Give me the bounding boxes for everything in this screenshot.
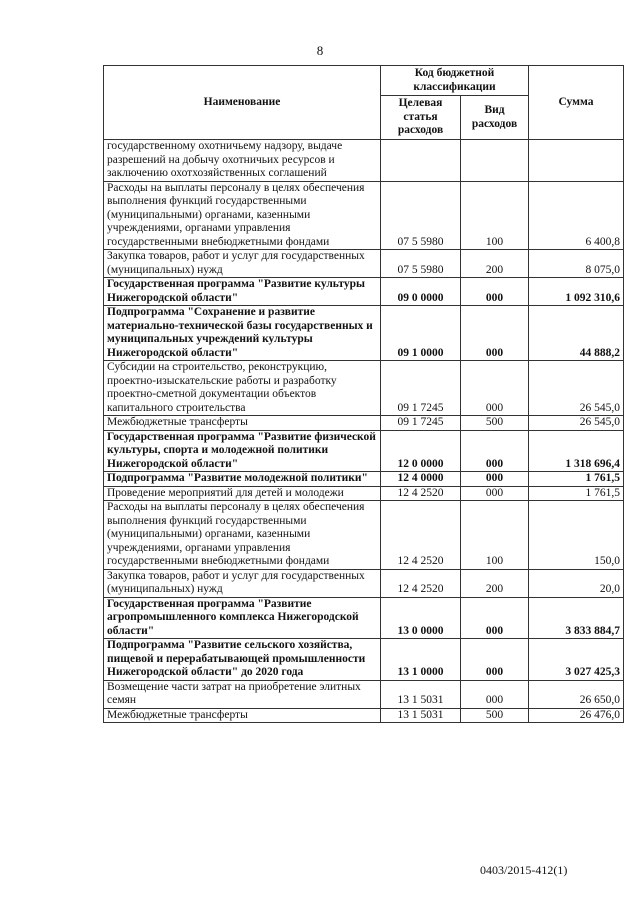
table-row: [104, 472, 624, 487]
table-row: [104, 140, 624, 182]
cell-sum: 26 545,0: [529, 416, 624, 431]
header-kind: Вид расходов: [461, 96, 529, 140]
cell-name: Расходы на выплаты персоналу в целях обеспечения выполнения функций государственными (муниципальными) органами, казенными учреждениями, органами управления государственными внебюджетными фондами: [104, 181, 381, 250]
header-sum: Сумма: [529, 66, 624, 140]
cell-name: Проведение мероприятий для детей и молодежи: [104, 486, 381, 501]
page-number: 8: [316, 43, 324, 58]
cell-kind: 200: [461, 250, 529, 278]
table-body: [104, 140, 624, 723]
table-row: [104, 430, 624, 472]
cell-code: 09 1 0000: [381, 306, 461, 361]
cell-kind: 000: [461, 486, 529, 501]
header-name: Наименование: [104, 66, 381, 140]
table-row: [104, 569, 624, 597]
cell-sum: [529, 140, 624, 182]
cell-name: Закупка товаров, работ и услуг для государственных (муниципальных) нужд: [104, 250, 381, 278]
cell-name: Субсидии на строительство, реконструкцию, проектно-изыскательские работы и разработку проектно-сметной документации объектов капитального строительства: [104, 361, 381, 416]
cell-kind: 100: [461, 501, 529, 570]
table-row: [104, 486, 624, 501]
cell-code: [381, 140, 461, 182]
cell-name: Подпрограмма "Развитие молодежной политики": [104, 472, 381, 487]
table-row: [104, 501, 624, 570]
cell-kind: 000: [461, 361, 529, 416]
table-row: [104, 250, 624, 278]
cell-sum: 3 833 884,7: [529, 597, 624, 639]
table-row: [104, 416, 624, 431]
cell-name: Государственная программа "Развитие культуры Нижегородской области": [104, 278, 381, 306]
cell-kind: 000: [461, 278, 529, 306]
cell-sum: 1 318 696,4: [529, 430, 624, 472]
table-row: [104, 181, 624, 250]
cell-kind: 200: [461, 569, 529, 597]
cell-name: Межбюджетные трансферты: [104, 416, 381, 431]
cell-code: 12 4 2520: [381, 486, 461, 501]
cell-kind: 000: [461, 430, 529, 472]
cell-kind: 100: [461, 181, 529, 250]
table-row: [104, 361, 624, 416]
cell-sum: 8 075,0: [529, 250, 624, 278]
cell-name: Государственная программа "Развитие агропромышленного комплекса Нижегородской области": [104, 597, 381, 639]
cell-sum: 26 650,0: [529, 680, 624, 708]
table-row: [104, 278, 624, 306]
cell-name: Подпрограмма "Сохранение и развитие материально-технической базы государственных и муниципальных учреждений культуры Нижегородской области": [104, 306, 381, 361]
cell-code: 12 4 2520: [381, 501, 461, 570]
cell-name: государственному охотничьему надзору, выдаче разрешений на добычу охотничьих ресурсов и заключению охотхозяйственных соглашений: [104, 140, 381, 182]
cell-code: 12 0 0000: [381, 430, 461, 472]
table-row: [104, 680, 624, 708]
cell-code: 09 1 7245: [381, 416, 461, 431]
cell-kind: 000: [461, 306, 529, 361]
cell-kind: 000: [461, 597, 529, 639]
cell-code: 13 1 0000: [381, 639, 461, 681]
cell-kind: 500: [461, 708, 529, 723]
cell-name: Закупка товаров, работ и услуг для государственных (муниципальных) нужд: [104, 569, 381, 597]
cell-sum: 1 092 310,6: [529, 278, 624, 306]
cell-code: 13 1 5031: [381, 680, 461, 708]
cell-name: Государственная программа "Развитие физической культуры, спорта и молодежной политики Нижегородской области": [104, 430, 381, 472]
cell-code: 12 4 0000: [381, 472, 461, 487]
cell-sum: 20,0: [529, 569, 624, 597]
cell-sum: 26 545,0: [529, 361, 624, 416]
cell-code: 13 1 5031: [381, 708, 461, 723]
cell-kind: [461, 140, 529, 182]
cell-code: 09 0 0000: [381, 278, 461, 306]
table-row: [104, 708, 624, 723]
table-row: [104, 639, 624, 681]
cell-name: Возмещение части затрат на приобретение элитных семян: [104, 680, 381, 708]
header-target: Целевая статья расходов: [381, 96, 461, 140]
cell-kind: 000: [461, 472, 529, 487]
header-code-group: Код бюджетной классификации: [381, 66, 529, 96]
cell-sum: 44 888,2: [529, 306, 624, 361]
document-code: 0403/2015-412(1): [480, 863, 568, 877]
cell-code: 07 5 5980: [381, 181, 461, 250]
cell-sum: 3 027 425,3: [529, 639, 624, 681]
table-row: [104, 306, 624, 361]
cell-sum: 150,0: [529, 501, 624, 570]
cell-name: Межбюджетные трансферты: [104, 708, 381, 723]
cell-sum: 1 761,5: [529, 472, 624, 487]
cell-sum: 6 400,8: [529, 181, 624, 250]
cell-kind: 500: [461, 416, 529, 431]
cell-code: 12 4 2520: [381, 569, 461, 597]
table-row: [104, 597, 624, 639]
cell-kind: 000: [461, 639, 529, 681]
cell-code: 07 5 5980: [381, 250, 461, 278]
budget-table: [103, 65, 624, 723]
cell-kind: 000: [461, 680, 529, 708]
cell-sum: 26 476,0: [529, 708, 624, 723]
cell-name: Расходы на выплаты персоналу в целях обеспечения выполнения функций государственными (муниципальными) органами, казенными учреждениями, органами управления государственными внебюджетными фондами: [104, 501, 381, 570]
cell-name: Подпрограмма "Развитие сельского хозяйства, пищевой и перерабатывающей промышленности Нижегородской области" до 2020 года: [104, 639, 381, 681]
cell-sum: 1 761,5: [529, 486, 624, 501]
cell-code: 09 1 7245: [381, 361, 461, 416]
cell-code: 13 0 0000: [381, 597, 461, 639]
